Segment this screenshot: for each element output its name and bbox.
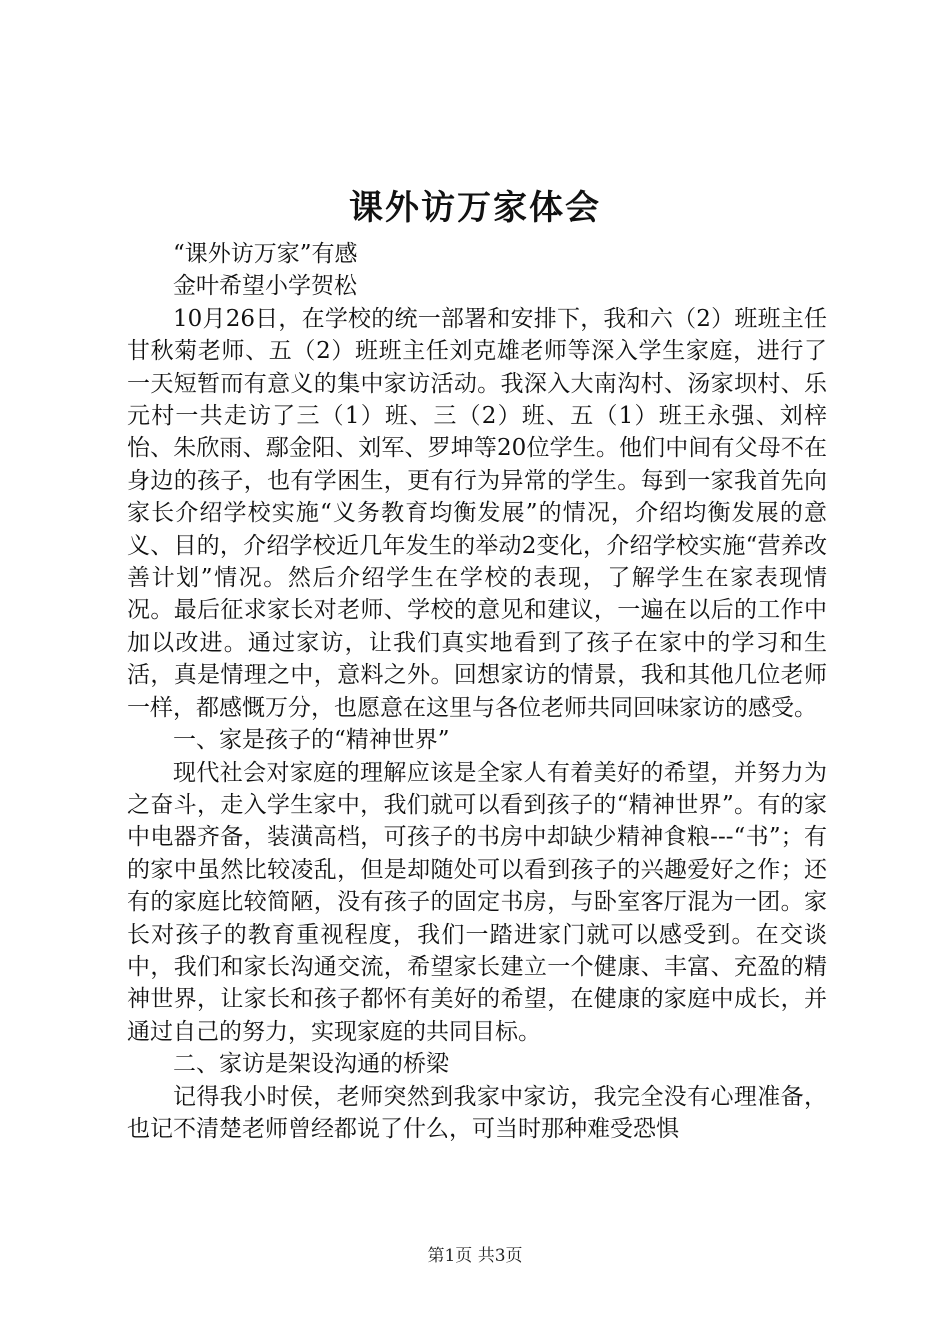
document-title: 课外访万家体会: [349, 188, 601, 228]
author-paragraph: 金叶希望小学贺松: [173, 273, 357, 300]
body-paragraph: 记得我小时侯，老师突然到我家中家访，我完全没有心理准备，也记不清楚老师曾经都说了什么，可当时那种难受恐惧: [127, 1083, 827, 1142]
document-body: [127, 238, 827, 1145]
body-paragraph: 现代社会对家庭的理解应该是全家人有着美好的希望，并努力为之奋斗，走入学生家中，我们就可以看到孩子的“精神世界”。有的家中电器齐备，装潢高档，可孩子的书房中却缺少精神食粮---“书”；有的家中虽然比较凌乱，但是却随处可以看到孩子的兴趣爱好之作；还有的家庭比较简陋，没有孩子的固定书房，与卧室客厅混为一团。家长对孩子的教育重视程度，我们一踏进家门就可以感受到。在交谈中，我们和家长沟通交流，希望家长建立一个健康、丰富、充盈的精神世界，让家长和孩子都怀有美好的希望，在健康的家庭中成长，并通过自己的努力，实现家庭的共同目标。: [127, 759, 827, 1045]
section-heading: 一、家是孩子的“精神世界”: [173, 727, 450, 754]
section-heading: 二、家访是架设沟通的桥梁: [173, 1051, 449, 1078]
page-footer: 第1页 共3页: [427, 1246, 523, 1266]
body-paragraph: 10月26日，在学校的统一部署和安排下，我和六（2）班班主任甘秋菊老师、五（2）班班主任刘克雄老师等深入学生家庭，进行了一天短暂而有意义的集中家访活动。我深入大南沟村、汤家坝村、乐元村一共走访了三（1）班、三（2）班、五（1）班王永强、刘梓怡、朱欣雨、鄢金阳、刘军、罗坤等20位学生。他们中间有父母不在身边的孩子，也有学困生，更有行为异常的学生。每到一家我首先向家长介绍学校实施“义务教育均衡发展”的情况，介绍均衡发展的意义、目的，介绍学校近几年发生的举动2变化，介绍学校实施“营养改善计划”情况。然后介绍学生在学校的表现，了解学生在家表现情况。最后征求家长对老师、学校的意见和建议，一遍在以后的工作中加以改进。通过家访，让我们真实地看到了孩子在家中的学习和生活，真是情理之中，意料之外。回想家访的情景，我和其他几位老师一样，都感慨万分，也愿意在这里与各位老师共同回味家访的感受。: [127, 305, 827, 721]
subtitle-paragraph: “课外访万家”有感: [173, 241, 358, 267]
